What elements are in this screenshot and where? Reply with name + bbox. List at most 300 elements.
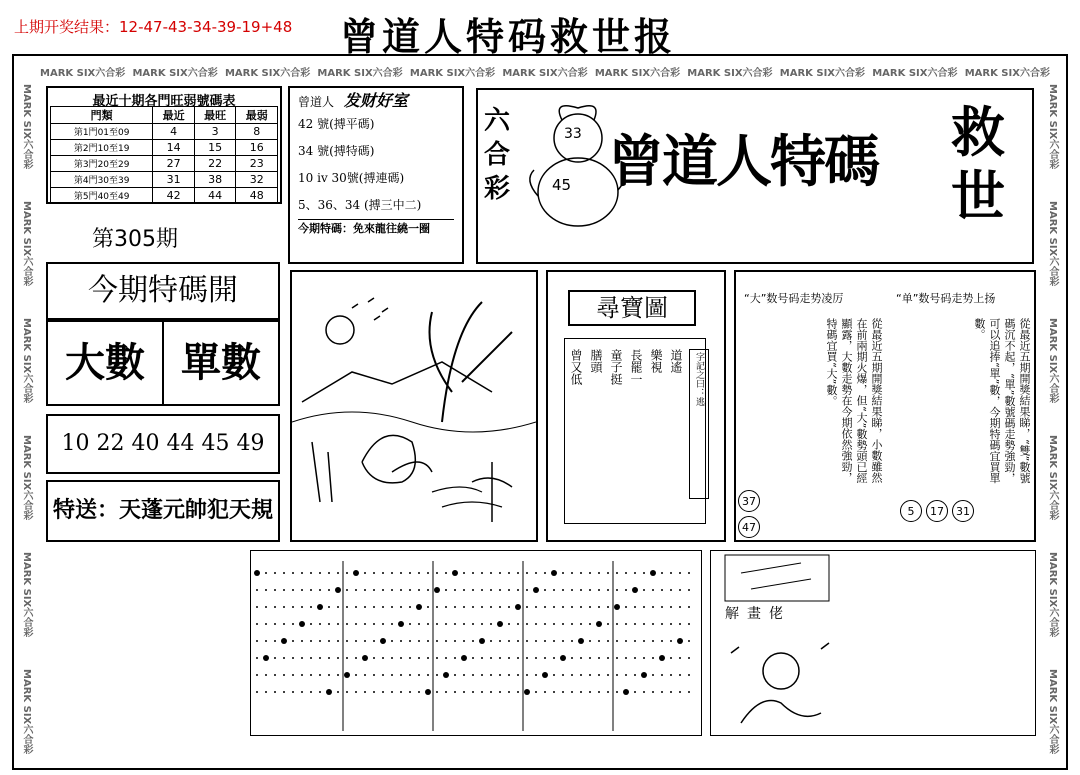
- grid-dot: [472, 572, 474, 574]
- grid-dot: [391, 589, 393, 591]
- watermark: MARK SIX六合彩: [132, 68, 218, 79]
- fortune-line: 5、36、34 (搏三中二): [298, 198, 422, 212]
- grid-dot: [436, 674, 438, 676]
- grid-dot: [560, 655, 566, 661]
- grid-dot: [661, 589, 663, 591]
- grid-dot: [598, 572, 600, 574]
- grid-dot: [373, 606, 375, 608]
- special-gift: 特送：天蓬元帥犯天規: [46, 480, 280, 542]
- grid-dot: [634, 640, 636, 642]
- grid-dot: [652, 623, 654, 625]
- grid-dot: [670, 572, 672, 574]
- grid-dot: [292, 657, 294, 659]
- grid-dot: [535, 691, 537, 693]
- grid-dot: [328, 657, 330, 659]
- grid-dot: [580, 674, 582, 676]
- grid-dot: [373, 572, 375, 574]
- grid-dot: [326, 689, 332, 695]
- grid-dot: [562, 589, 564, 591]
- treasure-title: 尋寶圖: [568, 290, 696, 326]
- grid-dot: [337, 623, 339, 625]
- grid-dot: [454, 589, 456, 591]
- grid-dot: [283, 657, 285, 659]
- grid-dot: [373, 623, 375, 625]
- grid-dot: [256, 657, 258, 659]
- grid-dot: [661, 606, 663, 608]
- grid-dot: [688, 657, 690, 659]
- grid-dot: [445, 640, 447, 642]
- watermark: MARK SIX六合彩: [224, 68, 311, 79]
- grid-dot: [382, 657, 384, 659]
- watermark: MARK SIX六合彩: [317, 68, 403, 79]
- grid-dot: [490, 589, 492, 591]
- grid-dot: [418, 691, 420, 693]
- grid-dot: [562, 640, 564, 642]
- grid-dot: [274, 572, 276, 574]
- grid-dot: [472, 623, 474, 625]
- grid-dot: [335, 587, 341, 593]
- special-heading: 今期特碼開: [46, 262, 280, 320]
- grid-dot: [346, 589, 348, 591]
- grid-dot: [580, 657, 582, 659]
- grid-dot: [625, 674, 627, 676]
- grid-dot: [400, 657, 402, 659]
- grid-dot: [643, 640, 645, 642]
- column-header: 最旺: [194, 107, 236, 124]
- grid-dot: [598, 589, 600, 591]
- grid-dot: [652, 589, 654, 591]
- grid-dot: [454, 606, 456, 608]
- grid-dot: [562, 691, 564, 693]
- grid-dot: [580, 691, 582, 693]
- grid-dot: [283, 606, 285, 608]
- gourd-number-top: 33: [564, 126, 582, 142]
- gate-cell: 第3門20至29: [51, 156, 153, 172]
- grid-dot: [373, 657, 375, 659]
- grid-dot: [445, 657, 447, 659]
- grid-dot: [364, 623, 366, 625]
- grid-dot: [436, 572, 438, 574]
- grid-dot: [391, 623, 393, 625]
- grid-dot: [625, 640, 627, 642]
- grid-dot: [481, 691, 483, 693]
- grid-dot: [643, 623, 645, 625]
- grid-dot: [571, 657, 573, 659]
- grid-dot: [337, 572, 339, 574]
- grid-dot: [659, 655, 665, 661]
- treasure-column: 曾又低: [569, 349, 583, 385]
- grid-dot: [400, 691, 402, 693]
- grid-dot: [643, 691, 645, 693]
- grid-dot: [418, 589, 420, 591]
- grid-dot: [310, 623, 312, 625]
- grid-dot: [328, 640, 330, 642]
- grid-dot: [427, 640, 429, 642]
- grid-dot: [643, 572, 645, 574]
- grid-dot: [463, 589, 465, 591]
- grid-dot: [400, 640, 402, 642]
- table-cell: 22: [194, 156, 236, 172]
- grid-dot: [391, 640, 393, 642]
- grid-dot: [670, 674, 672, 676]
- grid-dot: [553, 691, 555, 693]
- table-cell: 31: [153, 172, 195, 188]
- grid-dot: [650, 570, 656, 576]
- watermark-column-right: [1046, 84, 1060, 754]
- grid-dot: [319, 623, 321, 625]
- grid-dot: [382, 589, 384, 591]
- grid-dot: [265, 589, 267, 591]
- grid-dot: [634, 674, 636, 676]
- table-cell: 48: [236, 188, 278, 204]
- grid-dot: [526, 572, 528, 574]
- watermark: MARK SIX六合彩: [687, 68, 773, 79]
- grid-dot: [355, 640, 357, 642]
- grid-dot: [310, 657, 312, 659]
- treasure-column: 膳頭: [589, 349, 603, 373]
- grid-dot: [328, 589, 330, 591]
- grid-dot: [364, 606, 366, 608]
- fortune-line: 42 號(搏平碼): [298, 117, 375, 131]
- grid-dot: [544, 589, 546, 591]
- watermark: MARK SIX六合彩: [21, 434, 32, 521]
- grid-dot: [301, 640, 303, 642]
- grid-dot: [445, 589, 447, 591]
- table-cell: 4: [153, 124, 195, 140]
- previous-result: 上期开奖结果：12-47-43-34-39-19+48: [14, 18, 293, 36]
- grid-dot: [526, 640, 528, 642]
- grid-dot: [679, 691, 681, 693]
- grid-dot: [292, 623, 294, 625]
- watermark: MARK SIX六合彩: [872, 68, 958, 79]
- grid-dot: [634, 657, 636, 659]
- grid-dot: [490, 640, 492, 642]
- grid-dot: [508, 572, 510, 574]
- gate-cell: 第1門01至09: [51, 124, 153, 140]
- grid-dot: [517, 674, 519, 676]
- grid-dot: [607, 657, 609, 659]
- grid-dot: [508, 640, 510, 642]
- puzzle-box: [710, 550, 1036, 736]
- page-title: 曾道人特码救世报: [340, 14, 677, 59]
- grid-dot: [490, 691, 492, 693]
- grid-dot: [317, 604, 323, 610]
- grid-dot: [670, 589, 672, 591]
- grid-dot: [256, 606, 258, 608]
- grid-dot: [490, 606, 492, 608]
- grid-dot: [517, 640, 519, 642]
- grid-dot: [616, 589, 618, 591]
- grid-dot: [607, 674, 609, 676]
- grid-dot: [461, 655, 467, 661]
- grid-dot: [292, 691, 294, 693]
- table-cell: 16: [236, 140, 278, 156]
- grid-dot: [589, 674, 591, 676]
- grid-dot: [391, 606, 393, 608]
- grid-dot: [598, 674, 600, 676]
- grid-dot: [499, 606, 501, 608]
- grid-dot: [418, 640, 420, 642]
- grid-dot: [670, 606, 672, 608]
- grid-dot: [499, 691, 501, 693]
- grid-dot: [256, 674, 258, 676]
- grid-dot: [301, 589, 303, 591]
- grid-dot: [299, 621, 305, 627]
- grid-dot: [398, 621, 404, 627]
- grid-dot: [490, 623, 492, 625]
- dot-grid-svg: [251, 551, 701, 735]
- grid-dot: [497, 621, 503, 627]
- watermark: MARK SIX六合彩: [21, 317, 32, 404]
- grid-dot: [265, 606, 267, 608]
- grid-dot: [481, 657, 483, 659]
- grid-dot: [355, 657, 357, 659]
- watermark: MARK SIX六合彩: [964, 68, 1050, 79]
- trend-right-title: “单”数号码走势上扬: [896, 292, 996, 305]
- grid-dot: [553, 623, 555, 625]
- grid-dot: [553, 589, 555, 591]
- grid-dot: [607, 623, 609, 625]
- grid-dot: [508, 657, 510, 659]
- grid-dot: [544, 657, 546, 659]
- grid-dot: [688, 623, 690, 625]
- grid-dot: [589, 606, 591, 608]
- grid-dot: [328, 572, 330, 574]
- grid-dot: [553, 606, 555, 608]
- grid-dot: [679, 623, 681, 625]
- special-right: 單數: [181, 339, 261, 386]
- grid-dot: [301, 674, 303, 676]
- grid-dot: [391, 691, 393, 693]
- grid-dot: [274, 640, 276, 642]
- grid-dot: [634, 606, 636, 608]
- grid-dot: [310, 606, 312, 608]
- grid-dot: [274, 657, 276, 659]
- grid-dot: [400, 674, 402, 676]
- grid-dot: [283, 674, 285, 676]
- grid-dot: [499, 674, 501, 676]
- grid-dot: [688, 691, 690, 693]
- grid-dot: [607, 589, 609, 591]
- grid-dot: [337, 674, 339, 676]
- grid-dot: [409, 589, 411, 591]
- column-header: 最近: [153, 107, 195, 124]
- grid-dot: [508, 674, 510, 676]
- grid-dot: [616, 657, 618, 659]
- table-cell: 42: [153, 188, 195, 204]
- grid-dot: [409, 640, 411, 642]
- grid-dot: [346, 572, 348, 574]
- grid-dot: [625, 606, 627, 608]
- fortune-heading: [298, 92, 454, 111]
- grid-dot: [409, 691, 411, 693]
- grid-dot: [670, 640, 672, 642]
- fortune-heading-right: 发财好室: [343, 91, 408, 110]
- treasure-column: 樂視: [649, 349, 663, 373]
- watermark: MARK SIX六合彩: [1047, 317, 1058, 404]
- grid-dot: [571, 589, 573, 591]
- grid-dot: [382, 572, 384, 574]
- grid-dot: [607, 640, 609, 642]
- grid-dot: [256, 589, 258, 591]
- grid-dot: [265, 623, 267, 625]
- grid-dot: [346, 623, 348, 625]
- grid-dot: [479, 638, 485, 644]
- grid-dot: [598, 691, 600, 693]
- grid-dot: [355, 623, 357, 625]
- grid-dot: [679, 606, 681, 608]
- grid-dot: [292, 606, 294, 608]
- grid-dot: [283, 623, 285, 625]
- number-dot-grid: [250, 550, 702, 736]
- grid-dot: [319, 657, 321, 659]
- grid-dot: [661, 640, 663, 642]
- grid-dot: [607, 691, 609, 693]
- grid-dot: [526, 623, 528, 625]
- trend-right-text: 從最近五期開獎結果睇，“雙”數號碼沉不起，“單”數號碼走勢強勁，可以追捧“單”數，今期特碼宜買單數。: [973, 318, 1031, 484]
- grid-dot: [301, 606, 303, 608]
- grid-dot: [391, 572, 393, 574]
- grid-dot: [364, 640, 366, 642]
- grid-dot: [418, 572, 420, 574]
- fortune-line: 10 ⅳ 30號(搏連碼): [298, 171, 405, 185]
- issue-number: 第305期: [92, 227, 178, 252]
- grid-dot: [623, 689, 629, 695]
- grid-dot: [472, 589, 474, 591]
- watermark: MARK SIX六合彩: [21, 84, 32, 170]
- grid-dot: [364, 691, 366, 693]
- grid-dot: [634, 623, 636, 625]
- grid-dot: [481, 589, 483, 591]
- grid-dot: [535, 606, 537, 608]
- grid-dot: [463, 572, 465, 574]
- grid-dot: [452, 570, 458, 576]
- grid-dot: [580, 623, 582, 625]
- grid-dot: [679, 589, 681, 591]
- grid-dot: [443, 672, 449, 678]
- grid-dot: [416, 604, 422, 610]
- grid-dot: [292, 589, 294, 591]
- grid-dot: [274, 606, 276, 608]
- grid-dot: [661, 674, 663, 676]
- table-cell: 15: [194, 140, 236, 156]
- grid-dot: [614, 604, 620, 610]
- number-circle: 5: [900, 500, 922, 522]
- grid-dot: [364, 589, 366, 591]
- grid-dot: [425, 689, 431, 695]
- grid-dot: [472, 691, 474, 693]
- stats-table-title: 最近十期各門旺弱號碼表: [92, 94, 236, 109]
- grid-dot: [589, 572, 591, 574]
- treasure-box: [546, 270, 726, 542]
- grid-dot: [580, 572, 582, 574]
- treasure-column: 童子挺: [609, 349, 623, 385]
- watermark-row: [40, 64, 1050, 78]
- grid-dot: [553, 657, 555, 659]
- grid-dot: [526, 674, 528, 676]
- grid-dot: [346, 606, 348, 608]
- grid-dot: [571, 572, 573, 574]
- watermark: MARK SIX六合彩: [409, 68, 496, 79]
- grid-dot: [652, 640, 654, 642]
- grid-dot: [688, 640, 690, 642]
- grid-dot: [373, 674, 375, 676]
- watermark: MARK SIX六合彩: [1047, 668, 1058, 754]
- trend-box: [734, 270, 1036, 542]
- grid-dot: [472, 657, 474, 659]
- grid-dot: [445, 606, 447, 608]
- grid-dot: [562, 606, 564, 608]
- grid-dot: [328, 623, 330, 625]
- grid-dot: [641, 672, 647, 678]
- grid-dot: [535, 640, 537, 642]
- table-cell: 8: [236, 124, 278, 140]
- treasure-column: 長罷一: [629, 349, 643, 385]
- grid-dot: [643, 657, 645, 659]
- trend-left-text: 從最近五期開獎結果睇，小數雖然在前兩期火爆，但“大”數勢頭已經顯露，大數走勢在今期依然強勁，特碼宜買“大”數。: [825, 318, 883, 484]
- grid-dot: [670, 623, 672, 625]
- grid-dot: [400, 572, 402, 574]
- grid-dot: [526, 589, 528, 591]
- table-cell: 23: [236, 156, 278, 172]
- grid-dot: [589, 691, 591, 693]
- watermark: MARK SIX六合彩: [1047, 200, 1058, 287]
- watermark-column-left: [20, 84, 34, 754]
- grid-dot: [463, 674, 465, 676]
- grid-dot: [355, 674, 357, 676]
- grid-dot: [515, 604, 521, 610]
- grid-dot: [562, 572, 564, 574]
- grid-dot: [616, 674, 618, 676]
- grid-dot: [481, 674, 483, 676]
- column-header: 門類: [51, 107, 153, 124]
- grid-dot: [596, 621, 602, 627]
- number-circle: 17: [926, 500, 948, 522]
- grid-dot: [688, 572, 690, 574]
- grid-dot: [598, 640, 600, 642]
- table-row: [51, 172, 278, 188]
- table-cell: 27: [153, 156, 195, 172]
- grid-dot: [337, 606, 339, 608]
- fortune-heading-left: 曾道人: [298, 95, 335, 109]
- grid-dot: [454, 657, 456, 659]
- grid-dot: [616, 691, 618, 693]
- treasure-column: 道遙: [669, 349, 683, 373]
- grid-dot: [355, 691, 357, 693]
- grid-dot: [679, 674, 681, 676]
- grid-dot: [380, 638, 386, 644]
- grid-dot: [362, 655, 368, 661]
- grid-dot: [436, 623, 438, 625]
- grid-dot: [481, 572, 483, 574]
- grid-dot: [436, 606, 438, 608]
- grid-dot: [337, 691, 339, 693]
- watermark: MARK SIX六合彩: [502, 68, 588, 79]
- grid-dot: [454, 691, 456, 693]
- grid-dot: [353, 570, 359, 576]
- grid-dot: [256, 691, 258, 693]
- grid-dot: [436, 691, 438, 693]
- table-row: [51, 156, 278, 172]
- grid-dot: [553, 674, 555, 676]
- grid-dot: [434, 587, 440, 593]
- grid-dot: [652, 606, 654, 608]
- table-row: [51, 124, 278, 140]
- grid-dot: [418, 674, 420, 676]
- grid-dot: [571, 623, 573, 625]
- grid-dot: [517, 657, 519, 659]
- grid-dot: [542, 672, 548, 678]
